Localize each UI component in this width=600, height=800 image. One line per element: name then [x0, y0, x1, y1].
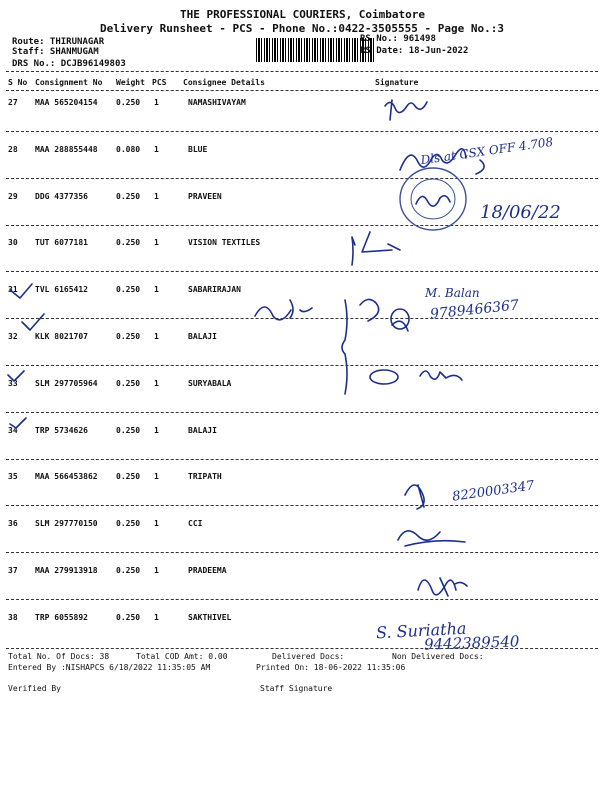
- row-consignment: SLM 297770150: [35, 519, 98, 529]
- col-sno: S No: [8, 78, 28, 87]
- row-consignee: SURYABALA: [188, 378, 232, 388]
- row-pcs: 1: [154, 191, 159, 201]
- row-pcs: 1: [154, 612, 159, 622]
- row-weight: 0.250: [116, 191, 141, 201]
- row-consignment: TRP 5734626: [35, 425, 88, 435]
- row-consignment: MAA 565204154: [35, 98, 98, 107]
- col-consignee: Consignee Details: [183, 78, 265, 87]
- row-weight: 0.250: [116, 425, 141, 435]
- col-weight: Weight: [116, 78, 145, 87]
- row-sno: 27: [8, 98, 18, 107]
- handwritten-date: 18/06/22: [480, 202, 561, 223]
- handwritten-phone: 8220003347: [451, 478, 536, 505]
- row-consignment: KLK 8021707: [35, 332, 88, 341]
- verified-by: Verified By: [8, 684, 61, 693]
- row-sno: 38: [8, 612, 18, 622]
- row-weight: 0.250: [116, 378, 141, 388]
- row-consignee: CCI: [188, 519, 203, 529]
- row-pcs: 1: [154, 285, 159, 295]
- row-consignee: BALAJI: [188, 425, 217, 435]
- row-pcs: 1: [154, 472, 159, 482]
- row-consignment: TRP 6055892: [35, 612, 88, 622]
- row-consignment: SLM 297705964: [35, 378, 98, 388]
- row-weight: 0.250: [116, 238, 141, 248]
- handwritten-phone: 9442389540: [423, 632, 520, 654]
- drs-number: DRS No.: DCJB96149803: [12, 59, 126, 69]
- row-consignee: VISION TEXTILES: [188, 238, 261, 248]
- row-sno: 35: [8, 472, 18, 482]
- row-consignment: MAA 279913918: [35, 566, 98, 575]
- row-pcs: 1: [154, 378, 159, 388]
- row-consignee: BALAJI: [188, 332, 217, 341]
- row-sno: 36: [8, 519, 18, 529]
- row-sno: 32: [8, 332, 18, 341]
- handwritten-delivery-note: Dls at CSX OFF 4.708: [419, 134, 554, 168]
- row-sno: 33: [8, 378, 18, 388]
- row-weight: 0.250: [116, 98, 141, 107]
- row-weight: 0.250: [116, 566, 141, 575]
- row-consignee: TRIPATH: [188, 472, 222, 482]
- row-pcs: 1: [154, 238, 159, 248]
- row-consignee: BLUE: [188, 144, 208, 154]
- row-pcs: 1: [154, 566, 159, 575]
- row-sno: 37: [8, 566, 18, 575]
- row-pcs: 1: [154, 332, 159, 341]
- row-weight: 0.080: [116, 144, 141, 154]
- row-weight: 0.250: [116, 332, 141, 341]
- handwritten-name: M. Balan: [425, 286, 480, 300]
- row-sno: 28: [8, 144, 18, 154]
- delivered-docs: Delivered Docs:: [272, 652, 345, 661]
- total-docs: Total No. Of Docs: 38: [8, 652, 110, 661]
- printed-on: Printed On: 18-06-2022 11:35:06: [256, 663, 406, 672]
- staff-signature: Staff Signature: [260, 684, 333, 693]
- row-consignee: SAKTHIVEL: [188, 612, 232, 622]
- rs-number: RS No.: 961498: [360, 34, 436, 44]
- row-pcs: 1: [154, 144, 159, 154]
- total-cod: Total COD Amt: 0.00: [136, 652, 228, 661]
- col-signature: Signature: [375, 78, 419, 87]
- row-weight: 0.250: [116, 612, 141, 622]
- row-weight: 0.250: [116, 472, 141, 482]
- row-consignee: PRADEEMA: [188, 566, 227, 575]
- row-consignee: NAMASHIVAYAM: [188, 98, 246, 107]
- row-weight: 0.250: [116, 519, 141, 529]
- row-consignment: TVL 6165412: [35, 285, 88, 295]
- staff: Staff: SHANMUGAM: [12, 47, 99, 57]
- row-consignment: MAA 566453862: [35, 472, 98, 482]
- row-consignment: DDG 4377356: [35, 191, 88, 201]
- rs-date: RS Date: 18-Jun-2022: [360, 46, 469, 56]
- col-pcs: PCS: [152, 78, 167, 87]
- row-sno: 34: [8, 425, 18, 435]
- company-title: THE PROFESSIONAL COURIERS, Coimbatore: [180, 8, 426, 21]
- non-delivered-docs: Non Delivered Docs:: [392, 652, 484, 661]
- handwritten-phone: 9789466367: [429, 297, 520, 323]
- handwritten-name: S. Suriatha: [375, 618, 467, 643]
- row-pcs: 1: [154, 425, 159, 435]
- route: Route: THIRUNAGAR: [12, 37, 105, 47]
- row-consignee: SABARIRAJAN: [188, 285, 241, 295]
- row-weight: 0.250: [116, 285, 141, 295]
- col-consignment: Consignment No: [35, 78, 103, 87]
- row-consignment: TUT 6077181: [35, 238, 88, 248]
- row-consignee: PRAVEEN: [188, 191, 222, 201]
- footer-divider: [6, 648, 598, 649]
- row-sno: 31: [8, 285, 18, 295]
- entered-by: Entered By :NISHAPCS 6/18/2022 11:35:05 AM: [8, 663, 211, 672]
- row-consignment: MAA 288855448: [35, 144, 98, 154]
- runsheet-subtitle: Delivery Runsheet - PCS - Phone No.:0422-3505555 - Page No.:3: [100, 22, 504, 35]
- row-pcs: 1: [154, 519, 159, 529]
- row-sno: 29: [8, 191, 18, 201]
- row-sno: 30: [8, 238, 18, 248]
- row-pcs: 1: [154, 98, 159, 107]
